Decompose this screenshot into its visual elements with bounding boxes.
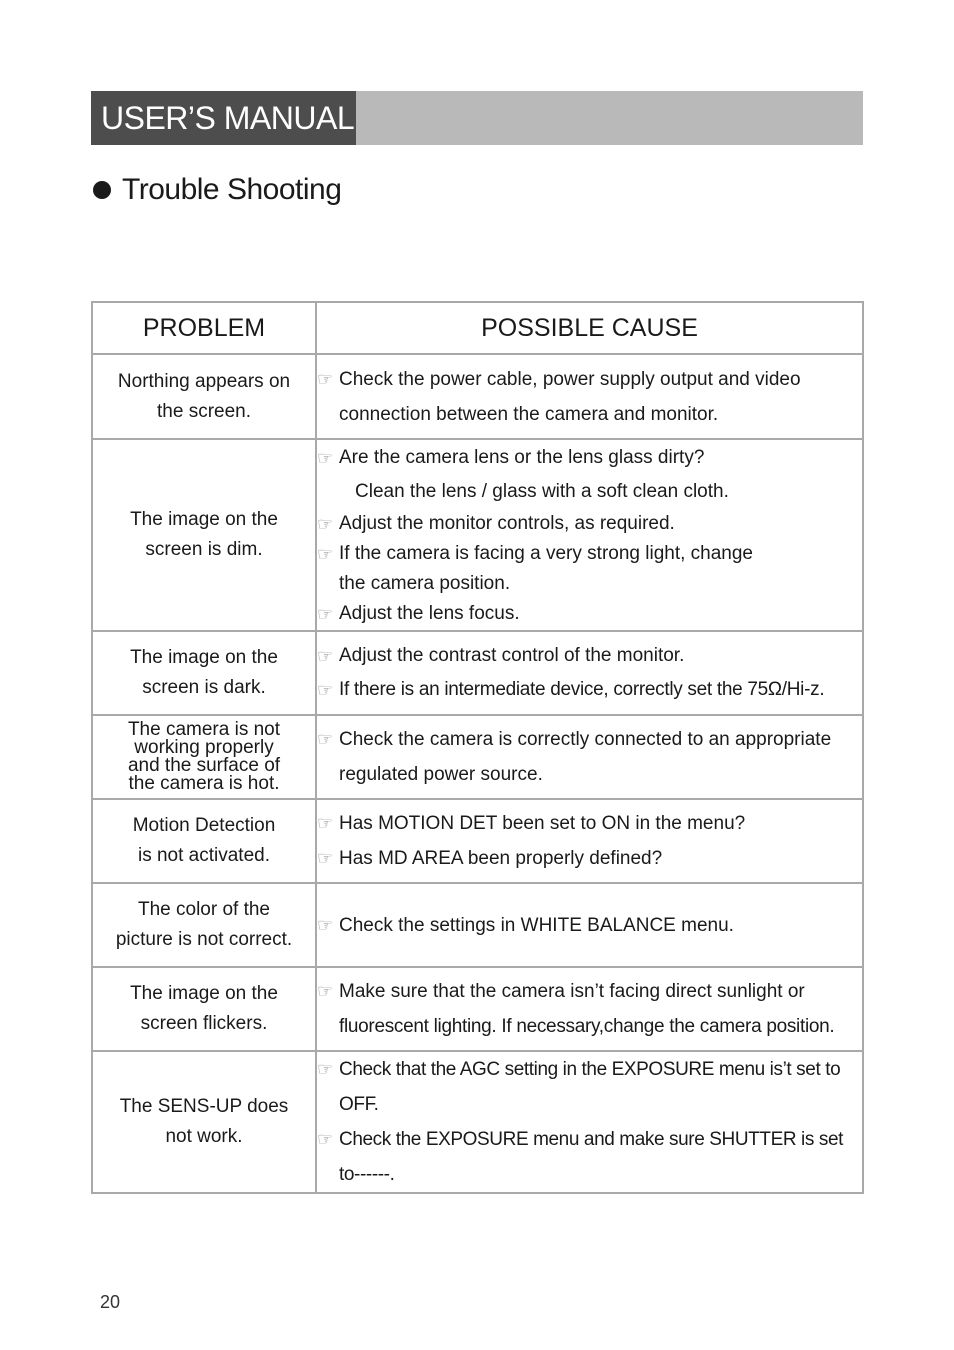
cause-text: Clean the lens / glass with a soft clean cloth. (355, 481, 729, 502)
table-row (92, 439, 863, 631)
cause-cell (316, 883, 863, 967)
hand-pointing-icon: ☞ (317, 514, 334, 534)
troubleshooting-table (91, 301, 864, 1194)
header-bar (91, 91, 863, 145)
hand-pointing-icon: ☞ (317, 368, 334, 389)
table-row (92, 967, 863, 1051)
problem-line: The image on the (130, 509, 278, 530)
cause-text: Are the camera lens or the lens glass dirty? (339, 447, 705, 468)
manual-title: USER’S MANUAL (91, 91, 356, 145)
table-row (92, 631, 863, 715)
cause-text: Check that the AGC setting in the EXPOSURE menu is’t set to OFF. (339, 1059, 841, 1115)
table-row (92, 799, 863, 883)
cause-text: connection between the camera and monitor. (339, 403, 719, 425)
cause-cell (316, 439, 863, 631)
problem-line: The image on the (130, 647, 278, 668)
cause-text: regulated power source. (339, 764, 543, 785)
problem-column-header: PROBLEM (92, 302, 316, 354)
hand-pointing-icon: ☞ (317, 1129, 333, 1149)
hand-pointing-icon: ☞ (317, 981, 334, 1001)
cause-text: Check the EXPOSURE menu and make sure SHUTTER is set to------. (339, 1129, 844, 1185)
hand-pointing-icon: ☞ (317, 604, 334, 624)
cause-text: Check the camera is correctly connected to an appropriate (339, 729, 832, 750)
cause-cell (316, 967, 863, 1051)
problem-line: screen is dark. (142, 677, 266, 698)
hand-pointing-icon: ☞ (317, 848, 334, 868)
hand-pointing-icon: ☞ (317, 680, 334, 700)
problem-cell (92, 883, 316, 967)
problem-cell (92, 799, 316, 883)
problem-cell (92, 439, 316, 631)
cause-cell (316, 799, 863, 883)
problem-line: screen flickers. (140, 1013, 268, 1034)
cause-column-header: POSSIBLE CAUSE (316, 302, 863, 354)
table-row (92, 883, 863, 967)
table-header-row (92, 302, 863, 354)
cause-text: fluorescent lighting. If necessary,change the camera position. (339, 1016, 835, 1037)
problem-line: is not activated. (137, 845, 271, 866)
problem-line: Northing appears on (117, 370, 291, 392)
problem-cell (92, 715, 316, 799)
hand-pointing-icon: ☞ (317, 914, 334, 935)
cause-text: Adjust the contrast control of the monitor. (339, 645, 685, 666)
table-row (92, 1051, 863, 1193)
problem-cell (92, 967, 316, 1051)
problem-line: The SENS-UP does (119, 1096, 289, 1117)
cause-cell (316, 1051, 863, 1193)
cause-text: Make sure that the camera isn’t facing direct sunlight or (339, 981, 805, 1002)
cause-text: Check the power cable, power supply output and video (339, 368, 801, 390)
cause-text: Has MD AREA been properly defined? (339, 848, 663, 869)
hand-pointing-icon: ☞ (317, 646, 334, 666)
problem-line: Motion Detection (132, 815, 276, 836)
problem-line: not work. (165, 1126, 243, 1147)
problem-cell (92, 354, 316, 439)
problem-line: screen is dim. (145, 539, 263, 560)
cause-cell (316, 631, 863, 715)
problem-line: working properly (134, 737, 274, 758)
problem-line: and the surface of (127, 755, 281, 776)
hand-pointing-icon: ☞ (317, 448, 334, 468)
problem-cell (92, 631, 316, 715)
cause-text: If the camera is facing a very strong light, change (339, 543, 753, 564)
table-row (92, 354, 863, 439)
problem-line: picture is not correct. (115, 929, 293, 950)
cause-text: Check the settings in WHITE BALANCE menu. (339, 914, 734, 936)
cause-text: Adjust the monitor controls, as required. (339, 513, 675, 534)
problem-line: the screen. (157, 400, 251, 422)
cause-cell (316, 354, 863, 439)
page-number: 20 (100, 1292, 121, 1312)
problem-cell (92, 1051, 316, 1193)
table-row (92, 715, 863, 799)
hand-pointing-icon: ☞ (317, 1059, 333, 1079)
problem-line: The camera is not (127, 719, 281, 740)
cause-text: Adjust the lens focus. (339, 603, 520, 624)
bullet-dot-icon (93, 181, 111, 199)
cause-cell (316, 715, 863, 799)
section-heading (93, 168, 341, 212)
hand-pointing-icon: ☞ (317, 544, 334, 564)
problem-line: The color of the (137, 899, 271, 920)
hand-pointing-icon: ☞ (317, 729, 334, 749)
hand-pointing-icon: ☞ (317, 813, 334, 833)
cause-text: the camera position. (339, 573, 511, 594)
cause-text: If there is an intermediate device, correctly set the 75Ω/Hi-z. (339, 679, 825, 700)
problem-line: The image on the (130, 983, 278, 1004)
problem-line: the camera is hot. (128, 773, 280, 794)
section-title: Trouble Shooting (122, 173, 342, 206)
cause-text: Has MOTION DET been set to ON in the menu? (339, 813, 746, 834)
